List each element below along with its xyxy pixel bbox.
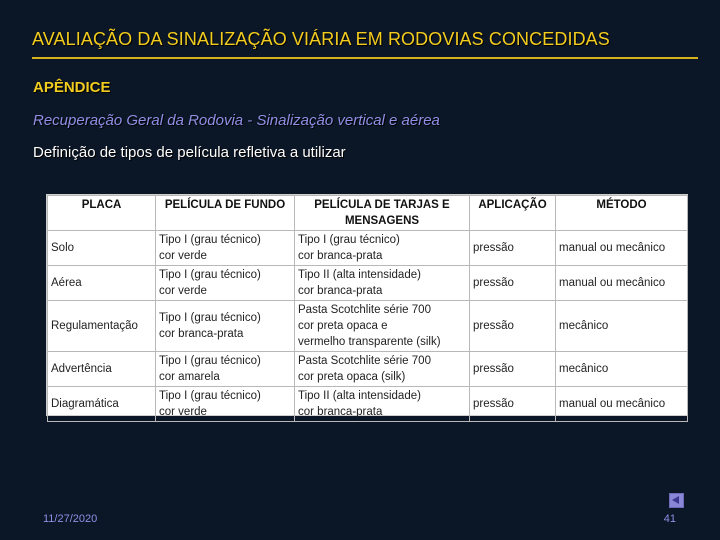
subtitle-part-2: da Rodovia - xyxy=(163,112,257,129)
cell-line: cor preta opaca e xyxy=(298,320,388,332)
cell-aplicacao: pressão xyxy=(470,231,556,266)
cell-line: cor preta opaca (silk) xyxy=(298,371,406,383)
cell-line: cor amarela xyxy=(159,371,220,383)
cell-aplicacao: pressão xyxy=(470,352,556,387)
cell-metodo: manual ou mecânico xyxy=(556,266,688,301)
cell-line: Tipo I (grau técnico) xyxy=(159,390,261,402)
cell-line: vermelho transparente (silk) xyxy=(298,336,441,348)
film-table-container xyxy=(46,194,688,416)
cell-tarjas xyxy=(295,231,470,266)
film-table xyxy=(47,195,688,422)
section-subtitle xyxy=(33,112,440,129)
cell-placa: Aérea xyxy=(48,266,156,301)
cell-fundo xyxy=(156,301,295,352)
cell-line: Tipo II (alta intensidade) xyxy=(298,269,421,281)
cell-placa: Solo xyxy=(48,231,156,266)
cell-fundo xyxy=(156,266,295,301)
table-row xyxy=(48,231,688,266)
cell-line: cor branca-prata xyxy=(298,250,383,262)
cell-line: Tipo I (grau técnico) xyxy=(159,355,261,367)
header-metodo: MÉTODO xyxy=(556,196,688,231)
cell-aplicacao: pressão xyxy=(470,266,556,301)
cell-fundo xyxy=(156,352,295,387)
page-number: 41 xyxy=(663,513,676,525)
cell-line: Tipo I (grau técnico) xyxy=(159,269,261,281)
cell-line: Tipo I (grau técnico) xyxy=(159,312,261,324)
cell-line: cor branca-prata xyxy=(159,328,244,340)
title-underline xyxy=(32,57,698,59)
cell-metodo: mecânico xyxy=(556,352,688,387)
cell-metodo: manual ou mecânico xyxy=(556,231,688,266)
cell-tarjas xyxy=(295,266,470,301)
cell-metodo: manual ou mecânico xyxy=(556,387,688,422)
cell-line: cor verde xyxy=(159,285,207,297)
subtitle-part-3: Sinalização vertical e aérea xyxy=(256,112,440,129)
header-tarjas: PELÍCULA DE TARJAS E MENSAGENS xyxy=(295,196,470,231)
slide-title: AVALIAÇÃO DA SINALIZAÇÃO VIÁRIA EM RODOVIAS CONCEDIDAS xyxy=(32,29,610,49)
cell-fundo xyxy=(156,387,295,422)
cell-placa: Regulamentação xyxy=(48,301,156,352)
cell-tarjas xyxy=(295,387,470,422)
cell-line: cor branca-prata xyxy=(298,406,383,418)
table-row xyxy=(48,387,688,422)
table-row xyxy=(48,352,688,387)
appendix-heading: APÊNDICE xyxy=(33,79,111,96)
cell-aplicacao: pressão xyxy=(470,387,556,422)
cell-aplicacao: pressão xyxy=(470,301,556,352)
cell-line: Pasta Scotchlite série 700 xyxy=(298,304,431,316)
definition-text: Definição de tipos de película refletiva a utilizar xyxy=(33,144,346,161)
cell-line: Tipo I (grau técnico) xyxy=(298,234,400,246)
header-aplicacao: APLICAÇÃO xyxy=(470,196,556,231)
back-arrow-icon[interactable] xyxy=(669,493,684,508)
table-row xyxy=(48,266,688,301)
cell-placa: Advertência xyxy=(48,352,156,387)
cell-line: cor verde xyxy=(159,250,207,262)
subtitle-part-1: Recuperação Geral xyxy=(33,112,164,129)
table-header-row xyxy=(48,196,688,231)
header-fundo: PELÍCULA DE FUNDO xyxy=(156,196,295,231)
cell-line: Tipo I (grau técnico) xyxy=(159,234,261,246)
cell-placa: Diagramática xyxy=(48,387,156,422)
cell-tarjas xyxy=(295,352,470,387)
cell-metodo: mecânico xyxy=(556,301,688,352)
cell-line: cor branca-prata xyxy=(298,285,383,297)
cell-tarjas xyxy=(295,301,470,352)
cell-line: Tipo II (alta intensidade) xyxy=(298,390,421,402)
cell-fundo xyxy=(156,231,295,266)
cell-line: cor verde xyxy=(159,406,207,418)
footer-date: 11/27/2020 xyxy=(43,513,98,525)
header-placa: PLACA xyxy=(48,196,156,231)
cell-line: Pasta Scotchlite série 700 xyxy=(298,355,431,367)
table-row xyxy=(48,301,688,352)
